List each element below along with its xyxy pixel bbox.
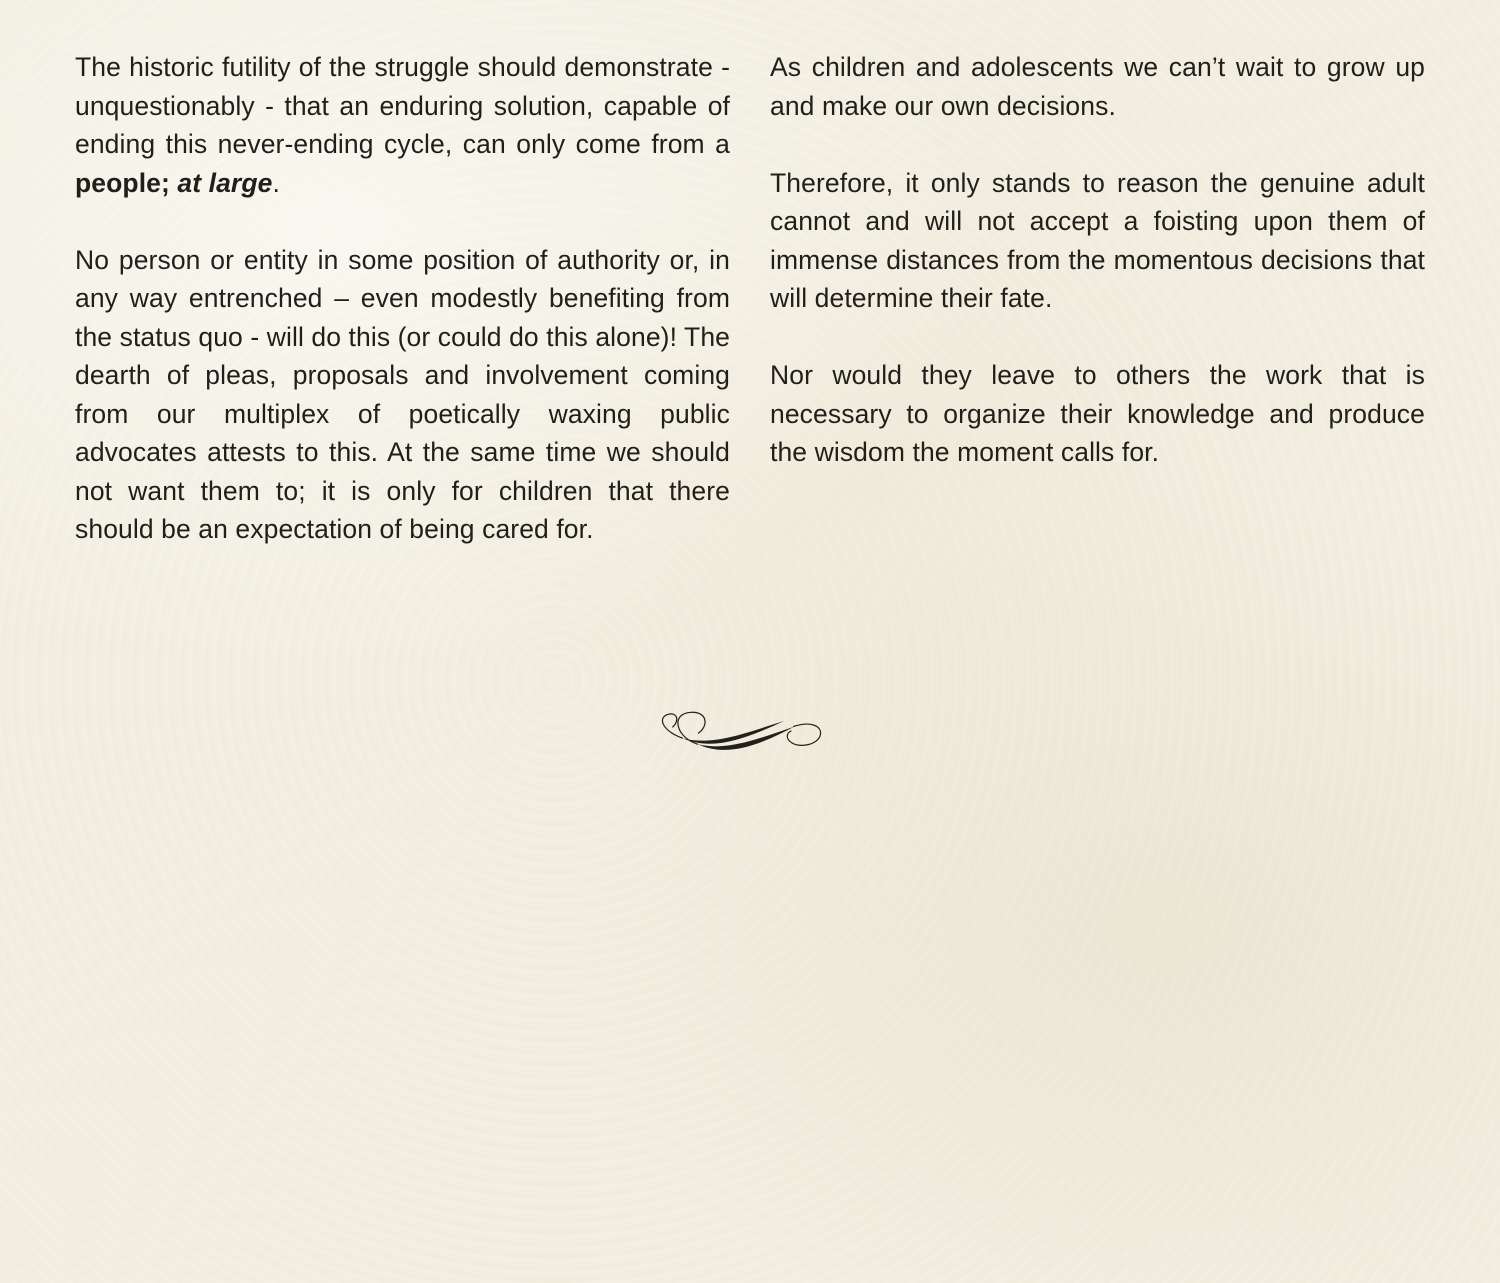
paragraph-1-bold-italic-text: at large xyxy=(169,167,273,198)
paragraph-1 xyxy=(75,48,730,202)
calligraphic-flourish-icon xyxy=(652,704,834,758)
paragraph-1-period: . xyxy=(272,167,280,198)
text-columns xyxy=(75,48,1425,587)
paragraph-4: Therefore, it only stands to reason the genuine adult cannot and will not accept a foisting upon them of immense distances from the momentous decisions that will determine their fate. xyxy=(770,167,1425,313)
left-column xyxy=(75,48,730,587)
right-column xyxy=(770,48,1425,587)
paragraph-3: As children and adolescents we can’t wait to grow up and make our own decisions. xyxy=(770,52,1425,121)
paragraph-1-bold-text: people; xyxy=(75,167,170,198)
paragraph-2: No person or entity in some position of authority or, in any way entrenched – even modestly benefiting from the status quo - will do this (or could do this alone)! The dearth of pleas, proposals and involvement coming from our multiplex of poetically waxing public advocates attests to this. At the same time we should not want them to; it is only for children that there should be an expectation of being cared for. xyxy=(75,244,731,544)
paragraph-5: Nor would they leave to others the work that is necessary to organize their knowledge and produce the wisdom the moment calls for. xyxy=(770,360,1425,467)
paragraph-1-text: The historic futility of the struggle should demonstrate - unquestionably - that an enduring solution, capable of ending this never-ending cycle, can only come from a xyxy=(75,52,730,159)
